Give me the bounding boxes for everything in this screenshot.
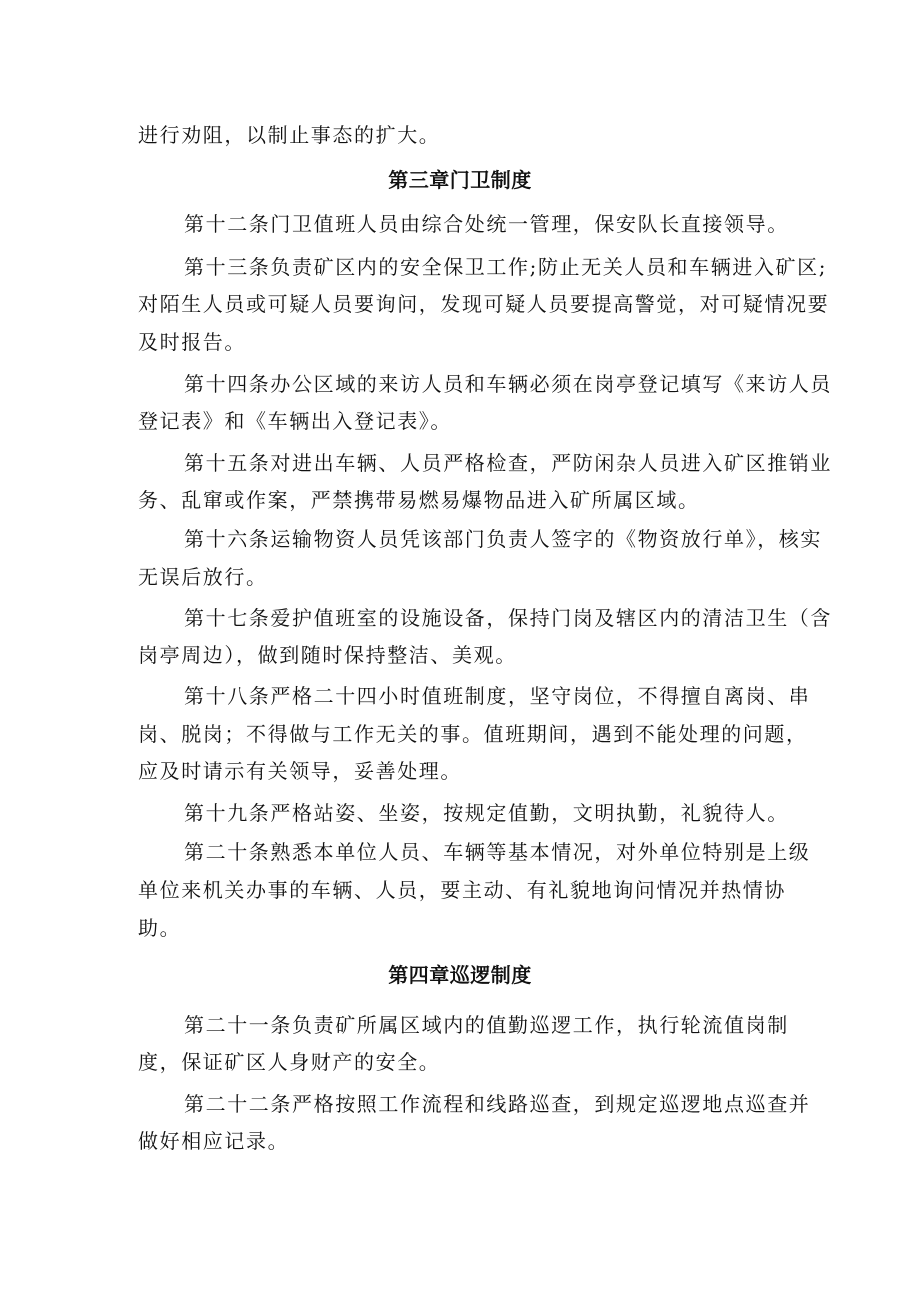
article-16-line-2: 无误后放行。 [138,565,268,589]
article-21-line-1: 第二十一条负责矿所属区域内的值勤巡逻工作，执行轮流值岗制 [184,1013,789,1037]
article-14-line-2: 登记表》和《车辆出入登记表》。 [138,409,452,433]
article-20-line-2: 单位来机关办事的车辆、人员，要主动、有礼貌地询问情况并热情协 [138,878,786,902]
article-21-line-2: 度，保证矿区人身财产的安全。 [138,1050,441,1074]
article-22-line-2: 做好相应记录。 [138,1129,290,1153]
article-17-line-1: 第十七条爱护值班室的设施设备，保持门岗及辖区内的清洁卫生（含 [184,606,832,630]
chapter-4-heading: 第四章巡逻制度 [388,963,532,987]
article-14-line-1: 第十四条办公区域的来访人员和车辆必须在岗亭登记填写《来访人员 [184,372,832,396]
article-13-line-3: 及时报告。 [138,330,246,354]
article-20-line-1: 第二十条熟悉本单位人员、车辆等基本情况，对外单位特别是上级 [184,840,811,864]
article-18-line-2: 岗、脱岗；不得做与工作无关的事。值班期间，遇到不能处理的问题， [138,722,808,746]
chapter-3-heading: 第三章门卫制度 [388,168,532,192]
article-18-line-3: 应及时请示有关领导，妥善处理。 [138,759,462,783]
article-20-line-3: 助。 [138,916,182,940]
article-19-line-1: 第十九条严格站姿、坐姿，按规定值勤，文明执勤，礼貌待人。 [184,801,789,825]
article-12-line-1: 第十二条门卫值班人员由综合处统一管理，保安队长直接领导。 [184,212,789,236]
article-22-line-1: 第二十二条严格按照工作流程和线路巡查，到规定巡逻地点巡查并 [184,1092,811,1116]
article-15-line-2: 务、乱窜或作案，严禁携带易燃易爆物品进入矿所属区域。 [138,488,700,512]
article-13-line-1: 第十三条负责矿区内的安全保卫工作;防止无关人员和车辆进入矿区; [184,255,828,279]
article-13-line-2: 对陌生人员或可疑人员要询问，发现可疑人员要提高警觉，对可疑情况要 [138,292,830,316]
article-16-line-1: 第十六条运输物资人员凭该部门负责人签字的《物资放行单》，核实 [184,527,822,551]
text-line: 进行劝阻，以制止事态的扩大。 [138,123,441,147]
article-17-line-2: 岗亭周边），做到随时保持整洁、美观。 [138,643,517,667]
article-18-line-1: 第十八条严格二十四小时值班制度，坚守岗位，不得擅自离岗、串 [184,684,811,708]
article-15-line-1: 第十五条对进出车辆、人员严格检查，严防闲杂人员进入矿区推销业 [184,451,832,475]
